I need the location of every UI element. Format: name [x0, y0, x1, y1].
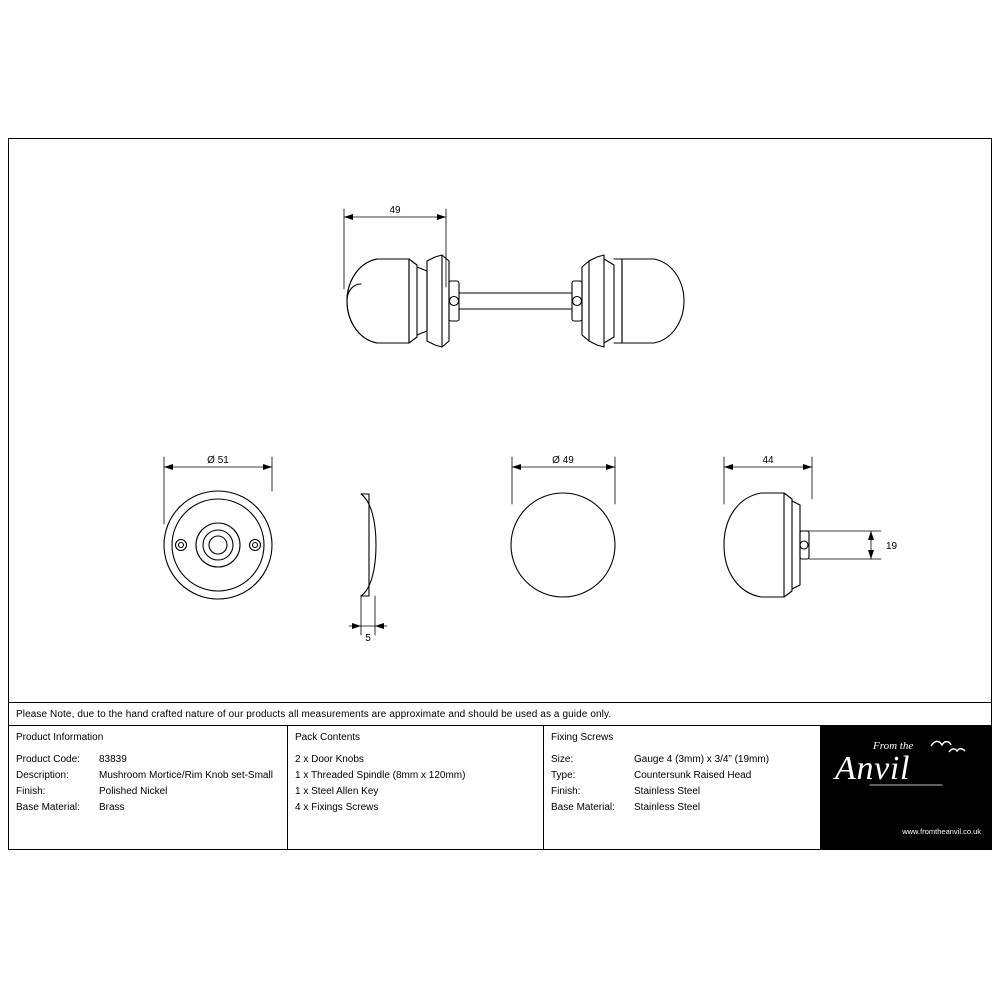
pack-contents-item: 1 x Steel Allen Key [295, 786, 379, 797]
pack-contents-item: 1 x Threaded Spindle (8mm x 120mm) [295, 770, 466, 781]
description-value: Mushroom Mortice/Rim Knob set-Small [99, 770, 273, 781]
screw-size-value: Gauge 4 (3mm) x 3/4” (19mm) [634, 754, 770, 765]
screw-finish-row [551, 784, 813, 800]
description-row [16, 768, 280, 784]
fixing-screws-title: Fixing Screws [551, 732, 614, 743]
finish-value: Polished Nickel [99, 786, 168, 797]
drawing-area [9, 139, 991, 702]
screw-finish-value: Stainless Steel [634, 786, 701, 797]
pack-contents-item: 2 x Door Knobs [295, 754, 364, 765]
screw-base-material-label: Base Material: [551, 802, 615, 813]
base-material-label: Base Material: [16, 802, 80, 813]
screw-base-material-row [551, 800, 813, 816]
technical-drawing-sheet [8, 138, 992, 850]
screw-finish-label: Finish: [551, 786, 581, 797]
base-material-row [16, 800, 280, 816]
pack-contents-title: Pack Contents [295, 732, 361, 743]
dim-rose-thickness: 5 [365, 633, 371, 644]
measurement-note-row [9, 702, 991, 726]
screw-size-row [551, 752, 813, 768]
finish-label: Finish: [16, 786, 46, 797]
logo-website-url: www.fromtheanvil.co.uk [902, 827, 981, 836]
fixing-screws-column [544, 726, 821, 850]
pack-contents-item: 4 x Fixings Screws [295, 802, 379, 813]
measurement-note-text: Please Note, due to the hand crafted nature of our products all measurements are approximate and should be used as a guide only. [16, 708, 612, 720]
product-code-label: Product Code: [16, 754, 80, 765]
finish-row [16, 784, 280, 800]
dim-knob-projection: 44 [762, 455, 774, 466]
product-code-row [16, 752, 280, 768]
base-material-value: Brass [99, 802, 125, 813]
logo-from-the-text: From the [873, 740, 914, 752]
product-information-title: Product Information [16, 732, 104, 743]
screw-type-value: Countersunk Raised Head [634, 770, 752, 781]
information-table [9, 726, 991, 850]
pack-contents-column [288, 726, 544, 850]
dim-assembly-width: 49 [389, 205, 401, 216]
dim-rose-diameter: Ø 51 [207, 455, 229, 466]
logo-underline [833, 784, 979, 786]
birds-icon [929, 736, 969, 758]
screw-type-label: Type: [551, 770, 576, 781]
product-information-column [9, 726, 288, 850]
screw-type-row [551, 768, 813, 784]
dim-knob-rose-height: 19 [886, 541, 898, 552]
description-label: Description: [16, 770, 69, 781]
screw-size-label: Size: [551, 754, 574, 765]
dim-knob-diameter: Ø 49 [552, 455, 574, 466]
screw-base-material-value: Stainless Steel [634, 802, 701, 813]
logo-anvil-text: Anvil [835, 750, 911, 787]
product-code-value: 83839 [99, 754, 127, 765]
brand-logo [821, 726, 991, 850]
